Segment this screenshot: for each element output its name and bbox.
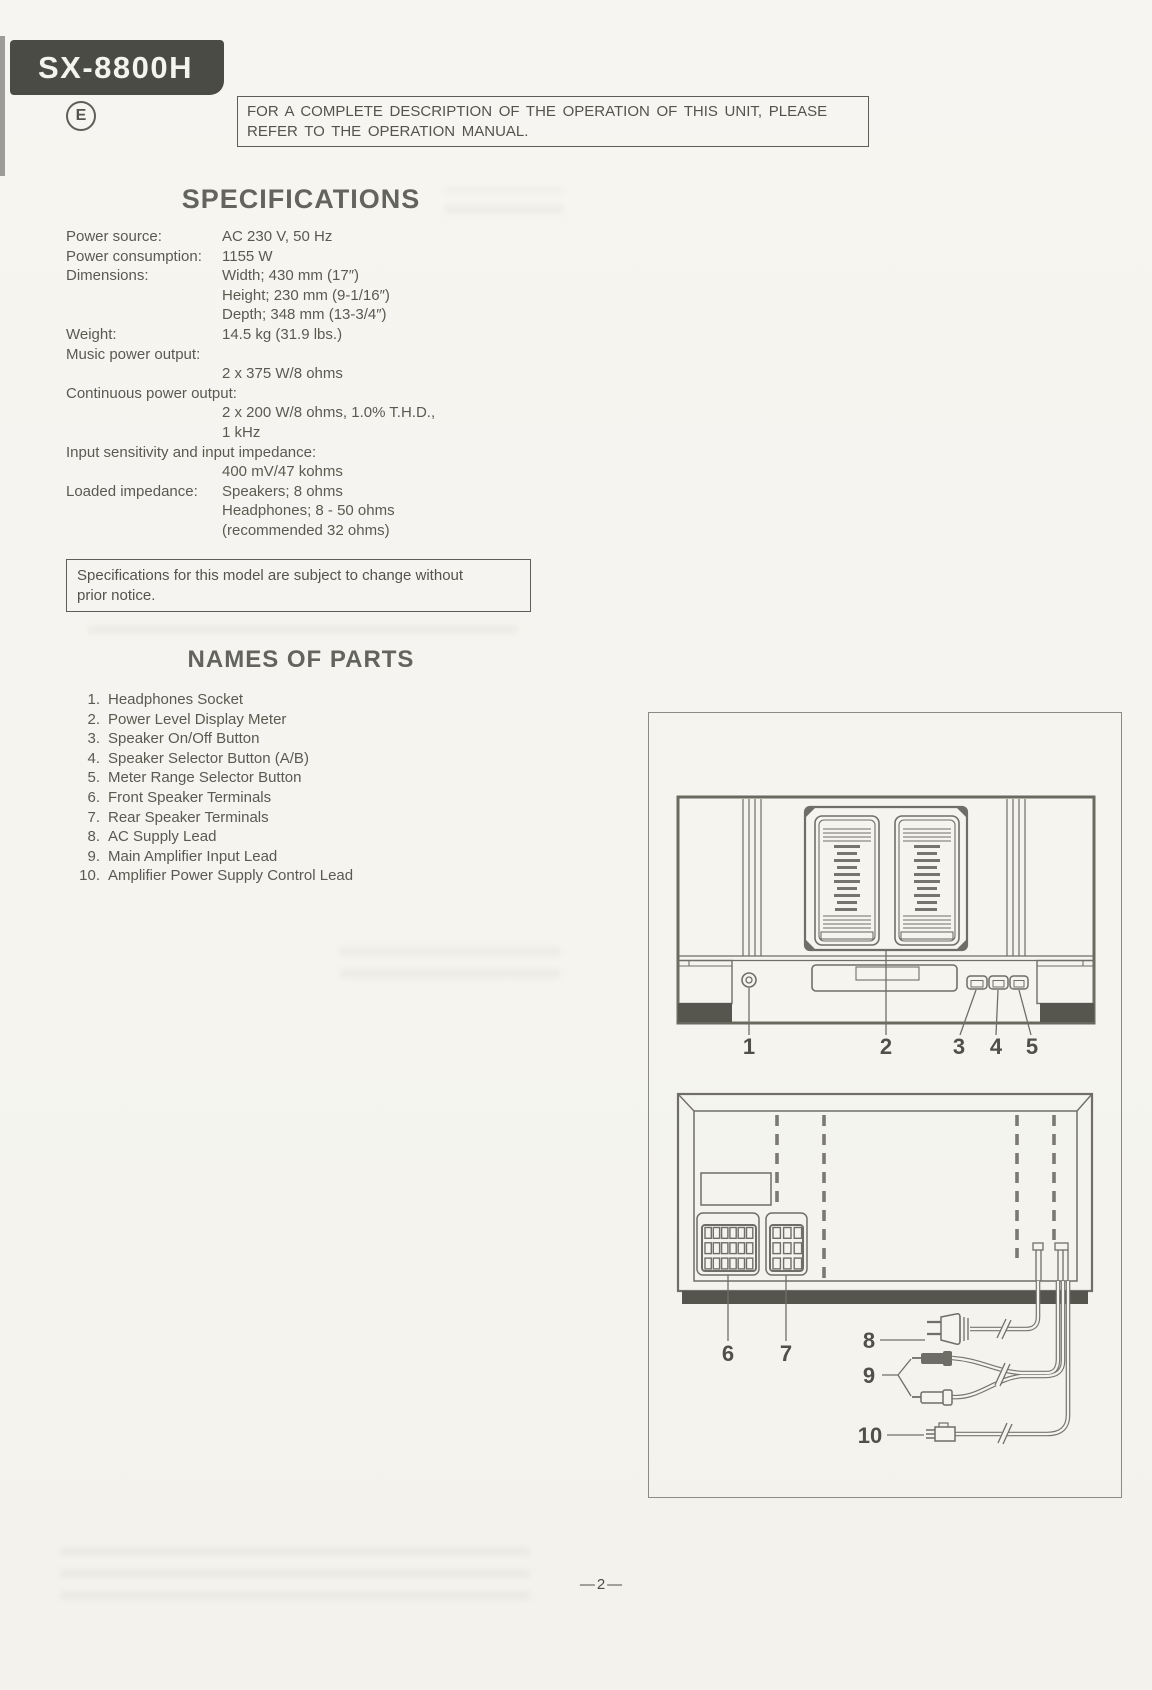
region-mark-circle (66, 101, 96, 131)
leader-9 (882, 1359, 911, 1396)
model-badge (10, 40, 224, 95)
part-list-item (70, 710, 353, 730)
rear-panel-outline (678, 1094, 1092, 1291)
names-of-parts-title: NAMES OF PARTS (187, 646, 415, 673)
spec-values (222, 462, 552, 482)
notice-line: REFER TO THE OPERATION MANUAL. (247, 122, 529, 140)
part-label: AC Supply Lead (108, 828, 217, 846)
spec-label: Weight: (66, 325, 117, 343)
model-badge-label: SX-8800H (38, 49, 194, 85)
spec-values (222, 482, 552, 541)
leader-3 (960, 990, 976, 1035)
part-number: 10. (79, 867, 100, 885)
part-label: Front Speaker Terminals (108, 788, 272, 806)
spec-row (66, 227, 552, 247)
spec-value-line: 1 kHz (222, 423, 261, 441)
part-number: 3. (87, 730, 100, 748)
cables (952, 1281, 1068, 1444)
part-list-item (70, 768, 353, 788)
disclaimer-line: Specifications for this model are subject to change without (77, 567, 464, 584)
notice-line: FOR A COMPLETE DESCRIPTION OF THE OPERATION OF THIS UNIT, PLEASE (247, 103, 828, 120)
part-number: 7. (87, 808, 100, 826)
part-label: Main Amplifier Input Lead (108, 847, 278, 865)
spec-value-line: 400 mV/47 kohms (222, 463, 343, 481)
spec-label: Continuous power output: (66, 384, 237, 402)
spec-label: Input sensitivity and input impedance: (66, 443, 317, 461)
spec-value-line: Height; 230 mm (9-1/16″) (222, 286, 390, 304)
specifications-title: SPECIFICATIONS (181, 184, 421, 214)
part-list-item (70, 847, 353, 867)
spec-values (222, 403, 552, 442)
spec-value-line: Width; 430 mm (17″) (222, 267, 360, 285)
left-foot (678, 1003, 732, 1022)
leader-4 (996, 990, 998, 1035)
spec-value-line: 2 x 375 W/8 ohms (222, 365, 343, 383)
spec-row (66, 345, 552, 384)
part-list-item (70, 866, 353, 886)
part-label: Headphones Socket (108, 691, 244, 708)
rear-bottom-bar (682, 1291, 1088, 1304)
spec-value-line: Depth; 348 mm (13-3/4″) (222, 306, 387, 324)
part-list-item (70, 788, 353, 808)
spec-value-line: Speakers; 8 ohms (222, 482, 343, 500)
callout-6: 6 (721, 1341, 735, 1366)
front-view-diagram (678, 797, 1094, 1059)
disclaimer-line: prior notice. (77, 586, 156, 604)
part-number: 9. (87, 847, 100, 865)
scan-edge-artifact (0, 36, 5, 176)
spec-value-line: 14.5 kg (31.9 lbs.) (222, 325, 343, 343)
bleedthrough-smudge (340, 944, 560, 978)
callout-4: 4 (989, 1034, 1003, 1059)
callout-7: 7 (779, 1341, 793, 1366)
page-number: —2— (579, 1576, 625, 1593)
rating-label-plate (701, 1173, 771, 1205)
bleedthrough-smudge (60, 1542, 530, 1600)
spec-values (222, 364, 552, 384)
spec-row (66, 482, 552, 541)
part-label: Speaker Selector Button (A/B) (108, 749, 309, 767)
spec-label: Music power output: (66, 345, 201, 363)
rca-plug-upper (912, 1351, 952, 1366)
part-label: Power Level Display Meter (108, 710, 287, 728)
spec-row (66, 325, 552, 345)
spec-values (222, 325, 552, 345)
right-end-block (1037, 961, 1094, 1023)
part-label: Amplifier Power Supply Control Lead (108, 867, 354, 885)
spec-row (66, 384, 552, 443)
spec-label: Power source: (66, 228, 162, 245)
rear-speaker-terminals (766, 1213, 807, 1275)
spec-row (66, 247, 552, 267)
callout-9: 9 (862, 1363, 876, 1388)
rca-plug-lower (912, 1390, 952, 1405)
part-number: 6. (87, 788, 100, 806)
part-label: Speaker On/Off Button (108, 730, 260, 748)
callout-8: 8 (862, 1328, 876, 1353)
part-list-item (70, 808, 353, 828)
part-list-item (70, 729, 353, 749)
device-diagrams (649, 713, 1121, 1497)
part-list-item (70, 749, 353, 769)
spec-row (66, 443, 552, 482)
spec-label: Power consumption: (66, 247, 202, 265)
operation-notice-box (237, 96, 869, 147)
callout-1: 1 (742, 1034, 756, 1059)
meter-left (815, 816, 879, 945)
meter-range-selector-button (1010, 976, 1028, 989)
left-trim-lines (743, 799, 761, 956)
spec-label: Dimensions: (66, 267, 149, 285)
vent-slots (777, 1115, 1054, 1279)
spec-value-line: 2 x 200 W/8 ohms, 1.0% T.H.D., (222, 404, 436, 422)
right-trim-lines (1007, 799, 1025, 956)
headphones-socket (742, 973, 756, 987)
part-number: 2. (87, 710, 100, 728)
specifications-table (66, 227, 552, 541)
spec-value-line: Headphones; 8 - 50 ohms (222, 502, 395, 520)
power-level-display-meter (805, 807, 967, 950)
power-control-connector (926, 1423, 955, 1441)
part-label: Rear Speaker Terminals (108, 808, 269, 826)
part-number: 4. (87, 749, 100, 767)
part-number: 5. (87, 769, 100, 787)
spec-row (66, 266, 552, 325)
spec-value-line: AC 230 V, 50 Hz (222, 228, 333, 245)
callout-2: 2 (879, 1034, 893, 1059)
device-figure-box (648, 712, 1122, 1498)
callout-3: 3 (952, 1034, 966, 1059)
rear-view-diagram (678, 1094, 1092, 1448)
part-list-item (70, 690, 353, 710)
front-display-window (812, 965, 957, 991)
spec-disclaimer-box (66, 559, 531, 612)
speaker-selector-button (989, 976, 1008, 989)
spec-values (222, 266, 552, 325)
region-mark-letter: E (75, 107, 87, 124)
part-number: 8. (87, 828, 100, 846)
bleedthrough-smudge (88, 614, 518, 634)
speaker-onoff-button (967, 976, 987, 989)
part-list-item (70, 827, 353, 847)
front-speaker-terminals (697, 1213, 759, 1275)
leader-5 (1019, 990, 1031, 1035)
spec-values (222, 247, 552, 267)
spec-label: Loaded impedance: (66, 482, 198, 500)
part-label: Meter Range Selector Button (108, 769, 302, 787)
spec-value-line: (recommended 32 ohms) (222, 521, 390, 539)
part-number: 1. (87, 691, 100, 708)
parts-list (70, 690, 353, 886)
spec-values (222, 227, 552, 247)
ac-supply-plug (927, 1314, 968, 1344)
spec-value-line: 1155 W (222, 247, 273, 265)
right-foot (1040, 1003, 1094, 1022)
left-end-block (678, 961, 732, 1023)
callout-5: 5 (1025, 1034, 1039, 1059)
meter-right (895, 816, 959, 945)
callout-10: 10 (857, 1423, 883, 1448)
cable-exit-stubs (1033, 1243, 1068, 1281)
